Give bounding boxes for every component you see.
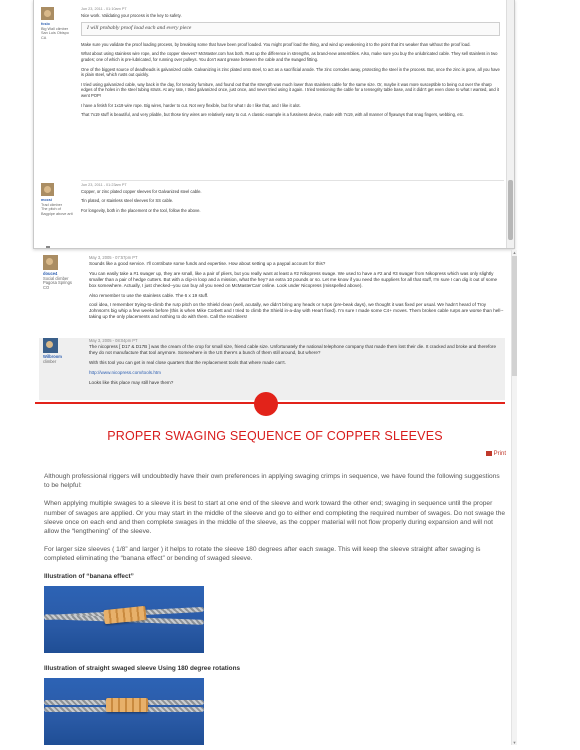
post-author <box>43 255 79 290</box>
post-text: I tried using galvanized cable, way back in the day, for tenacity furniture, and found out that the strength was much lower than stainless cable for the same size. Or, maybe it was more susceptible to being cut over the sharp edges of the holes in the steel tubing struts. At any rate, I tried galvanized once, just once, and never tried using it again. I tried tensioning the cable for a tensegrity table base, and it didn't get even close to what I wanted, and it went POP! <box>81 81 499 98</box>
avatar[interactable] <box>43 338 58 353</box>
user-role: Trad climber <box>41 202 62 207</box>
straight-sleeve-image <box>44 678 204 745</box>
username-link[interactable]: fcsio <box>41 22 50 26</box>
username-link[interactable]: douce4 <box>43 271 58 276</box>
post-author <box>41 183 75 216</box>
post-text: The nicopress [ D17 & D17B ] was the cream of the crop for small size, friend cable size. Unfortunately the national telephone company that made them lost their die. It cracked and broke and therefore they do not manufacture that tool anymore. Somewhere in the US there's a bunch of them still around, but where? <box>89 343 497 355</box>
banana-effect-image <box>44 586 204 653</box>
forum-thread-panel <box>33 0 515 249</box>
arrow-down-icon[interactable]: ▼ <box>512 740 517 745</box>
printer-icon <box>486 451 492 456</box>
post-body <box>81 7 500 122</box>
post-text: Also remember to use the stainless cable. The 6 x 19 stuff. <box>89 292 209 298</box>
page-scrollbar[interactable] <box>511 250 517 745</box>
post-author <box>43 338 79 364</box>
user-role: Social climber <box>43 275 69 281</box>
article-title: PROPER SWAGING SEQUENCE OF COPPER SLEEVES <box>107 429 443 443</box>
post-divider <box>81 180 504 181</box>
avatar[interactable] <box>41 7 54 20</box>
user-role: climber <box>43 358 57 364</box>
illustration-heading: Illustration of straight swaged sleeve Using 180 degree rotations <box>44 664 241 672</box>
illustration-heading: Illustration of “banana effect” <box>44 572 134 580</box>
post-date: May 3, 2005 - 07:57pm PT <box>89 255 138 260</box>
page-scrollbar-thumb[interactable] <box>512 256 517 376</box>
post-text: cool idea, I remember trying-to-climb the rurp pitch on the Shield clean (well, acutally, we didn't bring any heads or rurps (pre-beak days), we thought it was fixed per usual. We hadn't heard of Troy Johnson's big whip a few weeks before (this is when Mike Corbett and I tried to climb the Shield in-a-day with Heart fixed). I'm sure I made some C4+ moves. Them broken cable rurps are worse than hell--taking up the only placements and nothing to do with them. Call the recablers! <box>89 302 504 320</box>
post-body <box>89 338 505 389</box>
avatar[interactable] <box>41 183 54 196</box>
post-author <box>41 7 75 40</box>
username-link[interactable]: mocsi <box>41 198 52 202</box>
post-date: Jun 23, 2011 - 01:10am PT <box>81 7 127 11</box>
panel-scrollbar[interactable] <box>506 0 514 248</box>
print-label: Print <box>493 451 506 457</box>
post-date: Jun 23, 2011 - 01:23am PT <box>81 183 127 187</box>
external-link[interactable]: http://www.nicopress.com/tools.htm <box>89 369 161 375</box>
post-date: May 3, 2005 - 08:04pm PT <box>89 338 138 343</box>
resize-handle[interactable] <box>46 246 50 248</box>
post-text: Tin plated, or stainless steel sleeves for SS cable. <box>81 198 174 204</box>
forum-post <box>39 338 505 400</box>
avatar[interactable] <box>43 255 58 270</box>
arrow-up-icon[interactable]: ▲ <box>512 250 517 255</box>
article-paragraph: When applying multiple swages to a sleeve it is best to start at one end of the sleeve and work toward the other end; swaging in sequence until the proper number of swages are applied. Or you may start in the middle of the sleeve and go to either end completing the required number of swages. Do not swage the sleeve once on each end and then complete swages in the middle of the sleeve, as the copper material will not flow properly during expansion and will not allow the “lengthening” of the sleeve. <box>44 500 506 536</box>
post-text: With this tool you can get in real close quarters that the replacement tools that where made can't. <box>89 359 286 365</box>
divider-marker <box>254 392 278 416</box>
post-text: You can easily take a #1 swager up, they are small, like a pair of pliers, but you really want at least a #2 Nikopress swage. We used to have a #2 and #3 swager from Nikopress which was only slightly smaller than a pair of hedge cutters. But with a clip-in loop and a mission, what the hey? an extra 10 pounds or so. Let me know if you need the suppliers for all that stuff, I'm sure I can dig it out of some box somewhere. Actually, I just checked--you can buy all you need on McMasterCarr online. Look under Nicopress (misspelled above). <box>89 270 498 288</box>
forum-thread-continued <box>39 255 505 400</box>
panel-scrollbar-thumb[interactable] <box>508 180 513 240</box>
forum-post <box>39 255 505 333</box>
post-text: Looks like this place may still have them? <box>89 379 174 385</box>
post-quote: I will probably proof load each and every piece <box>81 22 500 36</box>
post-body <box>81 183 500 217</box>
post-text: Nice work. Validating your process is the key to safety. <box>81 12 182 18</box>
post-text: Make sure you validate the proof loading process, by breaking some that have been proof loaded. You might proof load the thing, and wind up weakening it to the point that it's weaker than without the proof load. <box>81 41 471 47</box>
post-text: Copper, or zinc plated copper sleeves for Galvanized steel cable. <box>81 188 202 194</box>
post-text: I have a fetish for 1x19 wire rope. Big wires, harder to cut. Not very flexible, but for what I do I like that, and I like it alot. <box>81 102 301 108</box>
username-link[interactable]: Wilbroom <box>43 354 62 359</box>
print-link[interactable] <box>486 451 506 457</box>
user-location: San Luis Obispo CA <box>41 31 69 40</box>
user-location: Pagosa Springs CO <box>43 280 72 290</box>
post-text: Sounds like a good service. I'll contribute some funds and expertise. How about setting up a paypal account for this? <box>89 260 326 266</box>
post-text: That 7x19 stuff is beautiful, and very pliable, but those tiny wires are relatively easy to cut. A classic example is a fussiness device, made with 7x19, with all manner of flyaways that snag fingers, webbing, etc. <box>81 112 465 118</box>
user-location: The pitch of Bagpipe above arti <box>41 207 73 216</box>
article <box>44 420 506 745</box>
post-text: What about using stainless wire rope, and the copper sleeves? McMaster.com has both. Rust up the difference in strengths, as brand-new assemblies. Also, make sure you buy the unlubricated cable. They sell stainless in two grades; one of which is pre-lubricated, for running over pulleys. You don't want grease between the cable and the swaged fitting. <box>81 51 498 62</box>
article-paragraph: Although professional riggers will undoubtedly have their own preferences in applying swaging crimps in sequence, we have found the following suggestions to be helpful: <box>44 473 500 490</box>
user-role: Big Wall climber <box>41 26 69 31</box>
post-body <box>89 255 505 324</box>
post-text: For longevity, both in the placement or the tool, follow the above. <box>81 207 201 213</box>
article-paragraph: For larger size sleeves ( 1/8” and larger ) it helps to rotate the sleeve 180 degrees after each swage. This will keep the sleeve straight after swaging is completed eliminating the “banana effect” or bending of swaged sleeve. <box>44 546 481 563</box>
post-text: One of the biggest source of deadheads is galvanized cable. Galvanizing is zinc plated onto steel, to act as a sacrificial anode. The zinc corrodes away, protecting the steel in the process. But, once the zinc is gone, all you have is plain steel, which rusts out quickly. <box>81 66 500 78</box>
